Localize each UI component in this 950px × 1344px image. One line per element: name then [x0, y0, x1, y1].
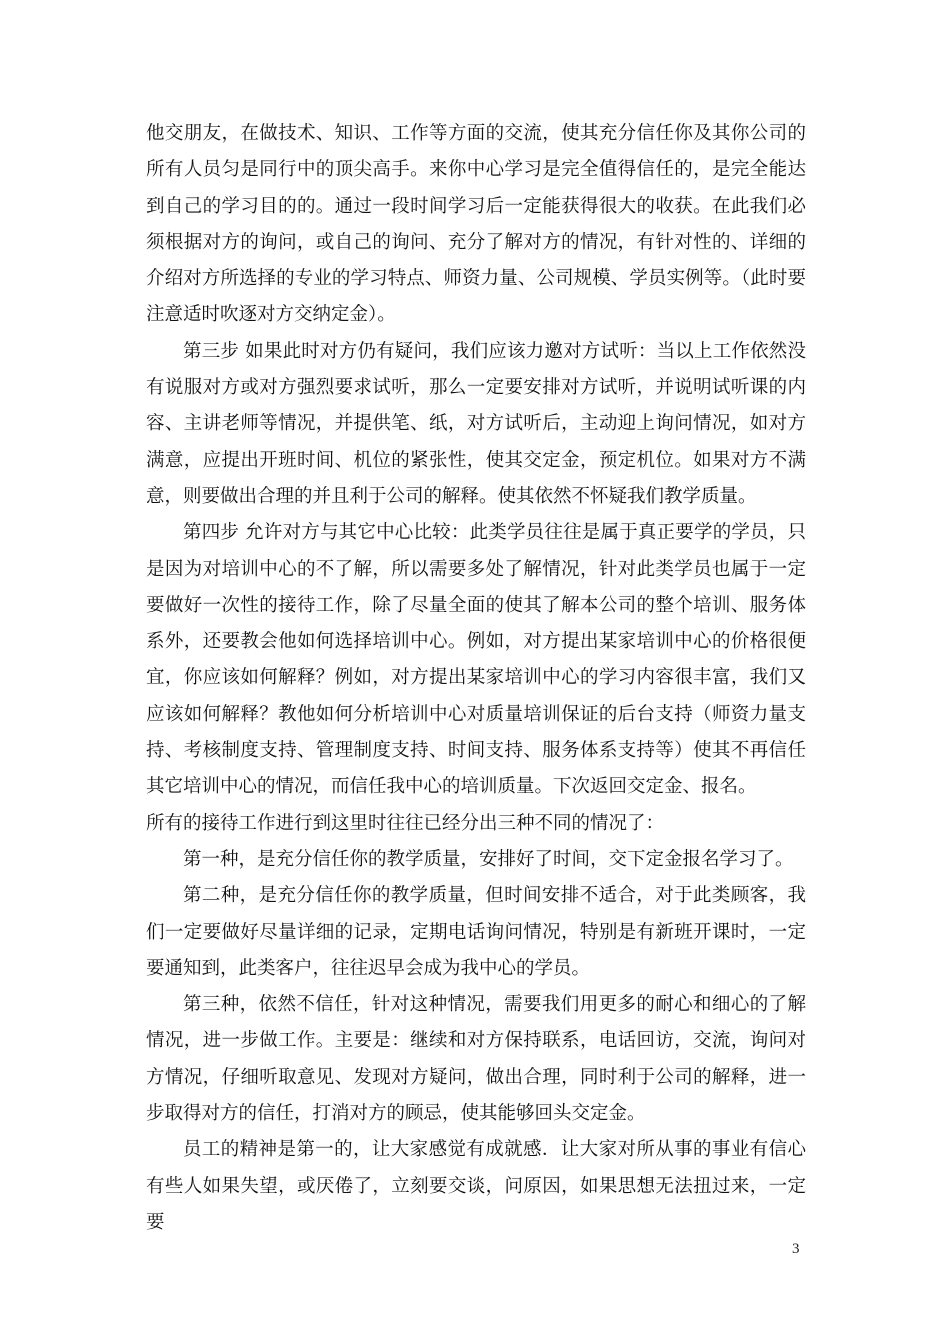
paragraph-case-two: 第二种，是充分信任你的教学质量，但时间安排不适合，对于此类顾客，我们一定要做好尽量详细的记录，定期电话询问情况，特别是有新班开课时，一定要通知到，此类客户，往往迟早会成为我中心的学员。: [146, 885, 806, 979]
paragraph-case-one: 第一种，是充分信任你的教学质量，安排好了时间，交下定金报名学习了。: [183, 848, 794, 870]
paragraph-staff-spirit: 员工的精神是第一的，让大家感觉有成就感．让大家对所从事的事业有信心有些人如果失望，或厌倦了，立刻要交谈，问原因，如果思想无法扭过来，一定要: [146, 1139, 806, 1233]
paragraph-step-three: 第三步 如果此时对方仍有疑问，我们应该力邀对方试听：当以上工作依然没有说服对方或对方强烈要求试听，那么一定要安排对方试听，并说明试听课的内容、主讲老师等情况，并提供笔、纸，对方试听后，主动迎上询问情况，如对方满意，应提出开班时间、机位的紧张性，使其交定金，预定机位。如果对方不满意，则要做出合理的并且利于公司的解释。使其依然不怀疑我们教学质量。: [146, 340, 806, 507]
body-text: [146, 116, 806, 1241]
paragraph-summary-intro: 所有的接待工作进行到这里时往往已经分出三种不同的情况了：: [146, 812, 665, 834]
paragraph-continuation: 他交朋友，在做技术、知识、工作等方面的交流，使其充分信任你及其你公司的所有人员匀是同行中的顶尖高手。来你中心学习是完全值得信任的，是完全能达到自己的学习目的的。通过一段时间学习后一定能获得很大的收获。在此我们必须根据对方的询问，或自己的询问、充分了解对方的情况，有针对性的、详细的介绍对方所选择的专业的学习特点、师资力量、公司规模、学员实例等。（此时要注意适时吹逐对方交纳定金）。: [146, 123, 806, 326]
paragraph-case-three: 第三种，依然不信任，针对这种情况，需要我们用更多的耐心和细心的了解情况，进一步做工作。主要是：继续和对方保持联系，电话回访，交流，询问对方情况，仔细听取意见、发现对方疑问，做出合理，同时利于公司的解释，进一步取得对方的信任，打消对方的顾忌，使其能够回头交定金。: [146, 994, 806, 1125]
page-number: 3: [792, 1241, 800, 1257]
paragraph-step-four: 第四步 允许对方与其它中心比较：此类学员往往是属于真正要学的学员，只是因为对培训中心的不了解，所以需要多处了解情况，针对此类学员也属于一定要做好一次性的接待工作，除了尽量全面的使其了解本公司的整个培训、服务体系外，还要教会他如何选择培训中心。例如，对方提出某家培训中心的价格很便宜，你应该如何解释？例如，对方提出某家培训中心的学习内容很丰富，我们又应该如何解释？教他如何分析培训中心对质量培训保证的后台支持（师资力量支持、考核制度支持、管理制度支持、时间支持、服务体系支持等）使其不再信任其它培训中心的情况，而信任我中心的培训质量。下次返回交定金、报名。: [146, 522, 806, 798]
